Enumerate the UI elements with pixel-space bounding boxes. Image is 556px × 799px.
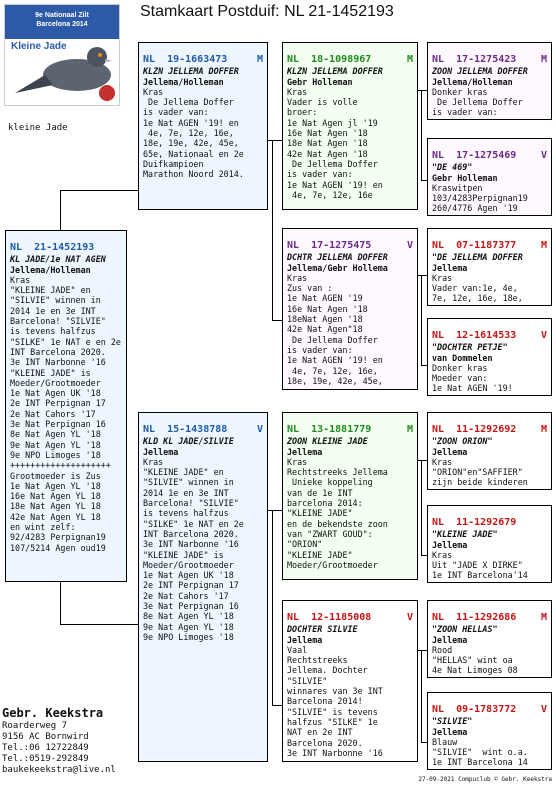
sex: M <box>256 54 263 66</box>
sex: M <box>540 612 547 624</box>
bird-details: Donker kras De Jellema Doffer is vader van: <box>432 86 523 118</box>
sex: M <box>540 240 547 252</box>
connector <box>421 90 422 180</box>
bird-details: Kras Zus van : 1e Nat AGEN '19 16e Nat Agen '18 18eNat Agen '18 42e Nat Agen"18 De Jellema Doffer is vader van: 1e Nat AGEN '19! en 4e, 7e, 12e, 16e, 18e, 19e, 42e, 45e, <box>287 272 383 386</box>
bird-name: DCHTR JELLEMA DOFFER <box>287 252 388 263</box>
connector <box>417 90 427 91</box>
bird-details: Kras "KLEINE JADE" en "SILVIE" winnen in 2014 1e en 3e INT Barcelona! "SILVIE" is tevens halfzus "SILKE" 1e NAT en 2e INT Barcelona 2020. 3e INT Narbonne '16 "KLEINE JADE" is Moeder/Grootmoeder 1e Nat Agen UK '18 2e INT Perpignan 17 2e Nat Cahors '17 3e Nat Perpignan 16 8e Nat Agen YL '18 9e Nat Agen YL '18 9e NPO Limoges '18 <box>143 456 244 642</box>
connector <box>421 275 422 365</box>
sex: V <box>540 150 547 162</box>
connector <box>272 140 273 320</box>
ring-number: NL 17-1275469 <box>432 150 517 162</box>
connector <box>60 580 61 624</box>
logo-line2: Barcelona 2014 <box>36 21 88 28</box>
ring-number: NL 19-1663473 <box>143 54 228 66</box>
connector <box>272 320 282 321</box>
bird-details: Kras Vader van:1e, 4e, 7e, 12e, 16e, 18e, <box>432 272 523 304</box>
contact-block <box>2 706 116 776</box>
mmf-card <box>427 600 552 678</box>
photo-caption: kleine Jade <box>8 123 68 133</box>
bird-name: "ZOON HELLAS" <box>432 624 498 635</box>
ring-number: NL 13-1881779 <box>287 424 372 436</box>
email-link[interactable]: baukekeekstra@live.nl <box>2 765 116 775</box>
bird-details: Kras De Jellema Doffer is vader van: 1e Nat AGEN '19! en 4e, 7e, 12e, 16e, 18e, 19e, 42e, 45e, 65e, Nationaal en 2e Duifkampioen Marathon Noord 2014. <box>143 86 244 180</box>
owner: Jellema <box>432 446 468 457</box>
connector <box>60 624 138 625</box>
ring-number: NL 09-1783772 <box>432 704 517 716</box>
owner: Gebr Holleman <box>432 172 498 183</box>
owner: Jellema <box>432 726 468 737</box>
bird-name: KL JADE/1e NAT AGEN <box>10 254 106 265</box>
sex: V <box>540 704 547 716</box>
sex: V <box>256 424 263 436</box>
mother-card <box>138 412 268 762</box>
bird-details: Kras "KLEINE JADE" en "SILVIE" winnen in 2014 1e en 3e INT Barcelona! "SILVIE" is tevens halfzus "SILKE" 1e NAT e en 2e INT Barcelona 2020. 3e INT Narbonne '16 "KLEINE JADE" is Moeder/Grootmoeder 1e Nat Agen UK '18 2e INT Perpignan 17 2e Nat Cahors '17 3e Nat Perpignan 16 8e Nat Agen YL '18 9e Nat Agen YL '18 9e NPO Limoges '18 ++++++++++++++++++++ Grootmoeder is Zus 1e Nat Agen YL '18 16e Nat Agen YL 18 18e Nat Agen YL 18 42e Nat Agen YL 18 en wint zelf: 92/4283 Perpignan19 107/5214 Agen oud19 <box>10 274 121 553</box>
sex: V <box>406 240 413 252</box>
ffm-card <box>427 138 552 216</box>
ring-number: NL 12-1614533 <box>432 330 517 342</box>
bird-name: ZOON JELLEMA DOFFER <box>432 66 528 77</box>
owner: Jellema <box>432 262 468 273</box>
connector <box>60 190 61 230</box>
logo-subtitle: Kleine Jade <box>11 41 67 52</box>
bird-details: Donker kras Moeder van: 1e Nat AGEN '19! <box>432 362 513 394</box>
mfm-card <box>427 505 552 583</box>
bird-name: "DE 469" <box>432 162 473 173</box>
bird-name: "DOCHTER PETJE" <box>432 342 508 353</box>
bird-name: "ZOON ORION" <box>432 436 493 447</box>
owner: Jellema <box>143 446 179 457</box>
owner: Jellema/Holleman <box>10 264 91 275</box>
ring-number: NL 15-1438788 <box>143 424 228 436</box>
bird-details: Vaal Rechtstreeks Jellema. Dochter "SILVIE" winnares van 3e INT Barcelona 2014! "SILVIE" is tevens halfzus "SILKE" 1e NAT en 2e INT Barcelona 2020. 3e INT Narbonne '16 <box>287 644 383 758</box>
owner: Jellema <box>432 539 468 550</box>
bird-details: Kras Rechtstreeks Jellema Unieke koppeling van de 1e INT barcelona 2014: "KLEINE JADE" en de bekendste zoon van "ZWART GOUD": "ORION" "KLEINE JADE" Moeder/Grootmoeder <box>287 456 388 570</box>
owner: Jellema/Gebr Hollema <box>287 262 388 273</box>
sex: M <box>406 54 413 66</box>
sex: M <box>406 424 413 436</box>
ring-number: NL 17-1275423 <box>432 54 517 66</box>
owner: Jellema <box>432 634 468 645</box>
bird-name: "SILVIE" <box>432 716 473 727</box>
bird-name: ZOON KLEINE JADE <box>287 436 368 447</box>
bird-name: DOCHTER SILVIE <box>287 624 358 635</box>
connector <box>272 510 273 705</box>
sex: M <box>540 424 547 436</box>
mother-father-card <box>282 412 418 580</box>
owner: Gebr Holleman <box>287 76 353 87</box>
ring-number: NL 17-1275475 <box>287 240 372 252</box>
page-title: Stamkaart Postduif: NL 21-1452193 <box>140 3 394 20</box>
sex: V <box>540 330 547 342</box>
ring-number: NL 21-1452193 <box>10 242 95 254</box>
connector <box>267 140 282 141</box>
ring-number: NL 11-1292686 <box>432 612 517 624</box>
mmm-card <box>427 692 552 770</box>
bird-details: Kras Vader is volle broer: 1e Nat Agen jl '19 16e Nat Agen '18 18e Nat Agen '18 42e Nat Agen '18 De Jellema Doffer is vader van: 1e Nat AGEN '19! en 4e, 7e, 12e, 16e <box>287 86 383 200</box>
father-mother-card <box>282 228 418 390</box>
city: 9156 AC Bornwird <box>2 732 89 742</box>
phone-2: Tel.:0519-292849 <box>2 754 89 764</box>
connector <box>267 510 282 511</box>
bird-details: Kraswitpen 103/4283Perpignan19 260/4776 Agen '19 <box>432 182 528 214</box>
owner: Jellema <box>287 446 323 457</box>
ring-number: NL 11-1292679 <box>432 517 517 529</box>
bird-details: Blauw "SILVIE" wint o.a. 1e INT Barcelona 14 <box>432 736 528 768</box>
connector <box>417 460 427 461</box>
ring-number: NL 18-1098967 <box>287 54 372 66</box>
connector <box>60 190 138 191</box>
father-father-card <box>282 42 418 210</box>
main-bird-card <box>5 230 127 582</box>
bird-details: Kras "ORION"en"SAFFIER" zijn beide kinderen <box>432 456 528 488</box>
pigeon-photo <box>5 5 119 105</box>
bird-name: KLZN JELLEMA DOFFER <box>143 66 239 77</box>
connector <box>272 705 282 706</box>
street: Roarderweg 7 <box>2 721 68 731</box>
bird-name: KLD KL JADE/SILVIE <box>143 436 234 447</box>
mother-mother-card <box>282 600 418 762</box>
breeder-name: Gebr. Keekstra <box>2 706 104 720</box>
bird-details: Rood "HELLAS" wint oa 4e Nat Limoges 08 <box>432 644 518 676</box>
bird-details: Kras Uit "JADE X DIRKE" 1e INT Barcelona'14 <box>432 549 528 581</box>
event-logo <box>4 4 120 106</box>
mff-card <box>427 412 552 490</box>
father-card <box>138 42 268 210</box>
owner: Jellema/Holleman <box>432 76 513 87</box>
sex: M <box>540 54 547 66</box>
connector <box>421 460 422 555</box>
owner: van Dommelen <box>432 352 493 363</box>
phone-1: Tel.:06 12722849 <box>2 743 89 753</box>
ring-number: NL 12-1185008 <box>287 612 372 624</box>
ring-number: NL 11-1292692 <box>432 424 517 436</box>
logo-line1: 9e Nationaal Zilt <box>35 12 89 19</box>
fmm-card <box>427 318 552 396</box>
bird-name: "DE JELLEMA DOFFER <box>432 252 523 263</box>
connector <box>417 275 427 276</box>
fmf-card <box>427 228 552 306</box>
bird-name: "KLEINE JADE" <box>432 529 498 540</box>
owner: Jellema/Holleman <box>143 76 224 87</box>
fff-card <box>427 42 552 120</box>
sex: V <box>406 612 413 624</box>
footer: 27-09-2021 Compuclub © Gebr. Keekstra <box>418 776 552 783</box>
ring-number: NL 07-1187377 <box>432 240 517 252</box>
owner: Jellema <box>287 634 323 645</box>
connector <box>417 650 427 651</box>
bird-name: KLZN JELLEMA DOFFER <box>287 66 383 77</box>
connector <box>421 650 422 742</box>
